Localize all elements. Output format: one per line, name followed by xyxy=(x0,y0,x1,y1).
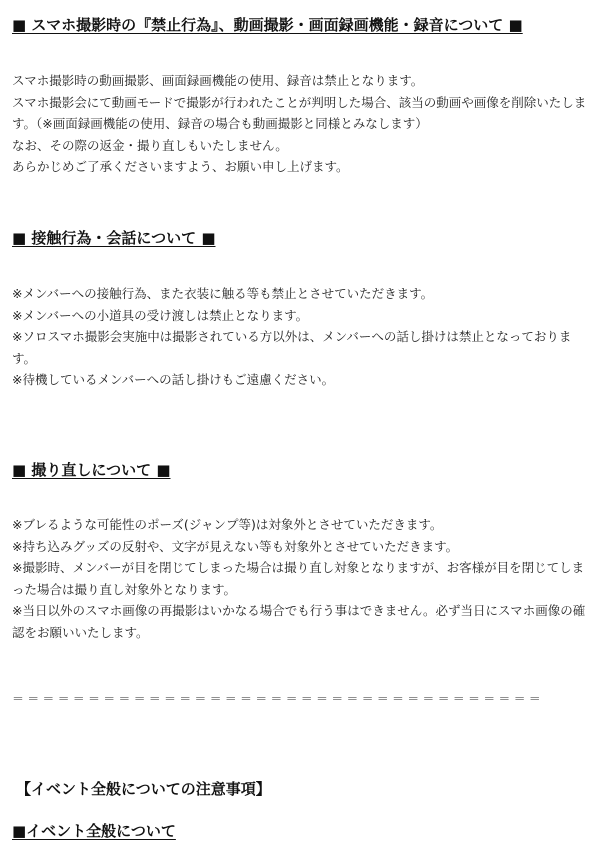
section-body-retakes xyxy=(12,514,586,643)
section-heading-event-general: ■イベント全般について xyxy=(12,822,176,840)
text-line: す。 xyxy=(12,350,37,366)
separator-line: ＝＝＝＝＝＝＝＝＝＝＝＝＝＝＝＝＝＝＝＝＝＝＝＝＝＝＝＝＝＝＝＝＝＝＝ xyxy=(12,692,545,706)
text-line: 認をお願いいたします。 xyxy=(12,624,149,640)
text-line: ※ブレるような可能性のポーズ(ジャンプ等)は対象外とさせていただきます。 xyxy=(12,517,443,532)
text-line: なお、その際の返金・撮り直しもいたしません。 xyxy=(12,137,288,153)
section-body-prohibited-acts xyxy=(12,70,587,178)
event-notice-title: 【イベント全般についての注意事項】 xyxy=(16,780,271,798)
text-line: スマホ撮影時の動画撮影、画面録画機能の使用、録音は禁止となります。 xyxy=(12,73,424,88)
section-heading-contact-conversation: ■ 接触行為・会話について ■ xyxy=(12,229,216,247)
text-line: ※持ち込みグッズの反射や、文字が見えない等も対象外とさせていただきます。 xyxy=(12,538,459,554)
text-line: ※待機しているメンバーへの話し掛けもご遠慮ください。 xyxy=(12,372,335,387)
text-line: ※当日以外のスマホ画像の再撮影はいかなる場合でも行う事はできません。必ず当日にスマホ画像の確 xyxy=(12,603,586,618)
text-line: ※ソロスマホ撮影会実施中は撮影されている方以外は、メンバーへの話し掛けは禁止となっておりま xyxy=(12,329,572,344)
section-heading-retakes: ■ 撮り直しについて ■ xyxy=(12,461,171,479)
text-line: あらかじめご了承くださいますよう、お願い申し上げます。 xyxy=(12,159,349,174)
text-line: ※メンバーへの接触行為、また衣装に触る等も禁止とさせていただきます。 xyxy=(12,286,434,301)
text-line: ※メンバーへの小道具の受け渡しは禁止となります。 xyxy=(12,307,309,323)
section-body-contact-conversation xyxy=(12,283,582,391)
text-line: った場合は撮り直し対象外となります。 xyxy=(12,581,237,597)
text-line: す。（※画面録画機能の使用、録音の場合も動画撮影と同様とみなします） xyxy=(12,116,428,131)
text-line: ※撮影時、メンバーが目を閉じてしまった場合は撮り直し対象となりますが、お客様が目を閉じてしま xyxy=(12,560,585,575)
section-heading-prohibited-acts: ■ スマホ撮影時の『禁止行為』、動画撮影・画面録画機能・録音について ■ xyxy=(12,16,523,34)
text-line: スマホ撮影会にて動画モードで撮影が行われたことが判明した場合、該当の動画や画像を削除いたしま xyxy=(12,94,587,110)
